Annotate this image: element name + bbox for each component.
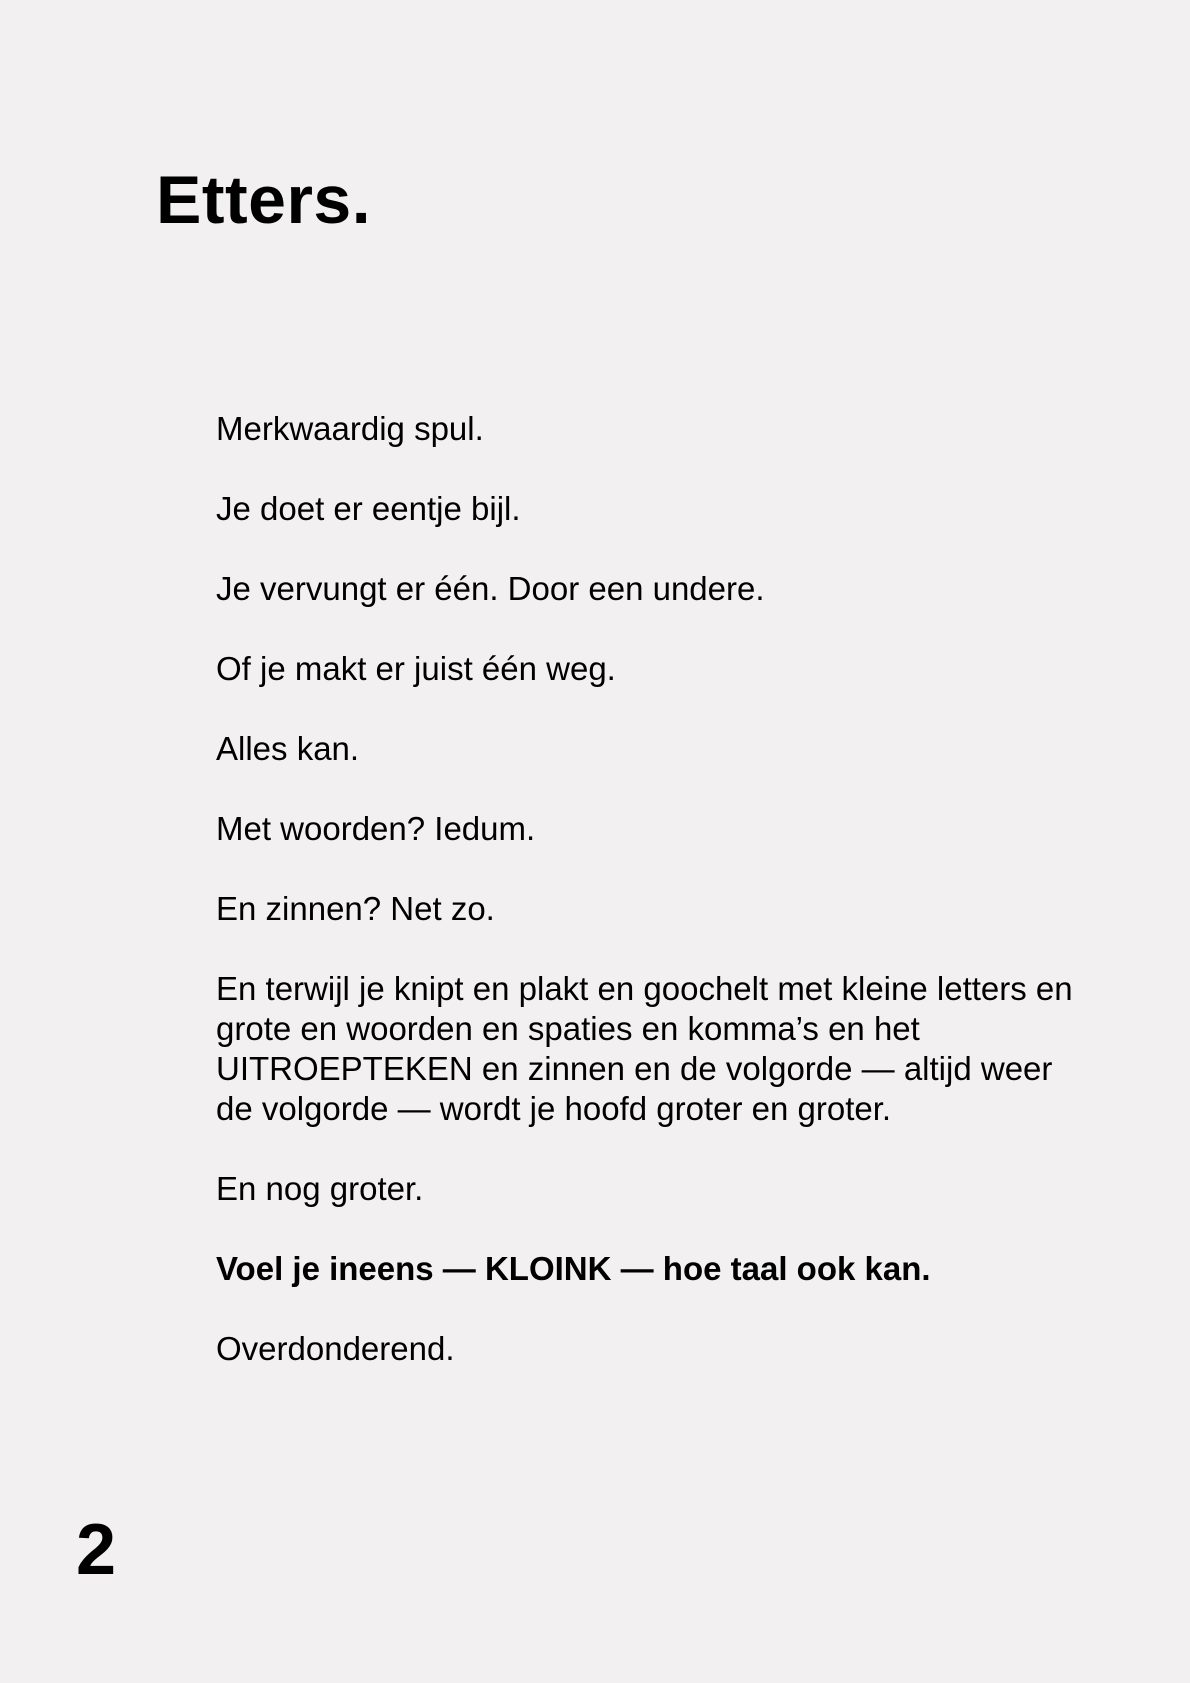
paragraph: En terwijl je knipt en plakt en goochelt met kleine letters en grote en woorden en spaties en komma’s en het UITROEPTEKEN en zinnen en de volgorde — altijd weer de volgorde — wordt je hoofd groter en groter.	[216, 970, 1073, 1127]
paragraph: Met woorden? Iedum.	[216, 810, 536, 847]
page-number: 2	[76, 1510, 117, 1590]
paragraph: Je vervungt er één. Door een undere.	[216, 570, 765, 607]
body-text	[216, 409, 1096, 1409]
paragraph: En nog groter.	[216, 1170, 424, 1207]
paragraph: Je doet er eentje bijl.	[216, 490, 521, 527]
page-title: Etters.	[156, 162, 372, 238]
paragraph: Merkwaardig spul.	[216, 410, 484, 447]
paragraph: En zinnen? Net zo.	[216, 890, 495, 927]
paragraph-emphasis: Voel je ineens — KLOINK — hoe taal ook kan.	[216, 1250, 931, 1287]
paragraph: Of je makt er juist één weg.	[216, 650, 616, 687]
paragraph: Overdonderend.	[216, 1330, 455, 1367]
paragraph: Alles kan.	[216, 730, 360, 767]
